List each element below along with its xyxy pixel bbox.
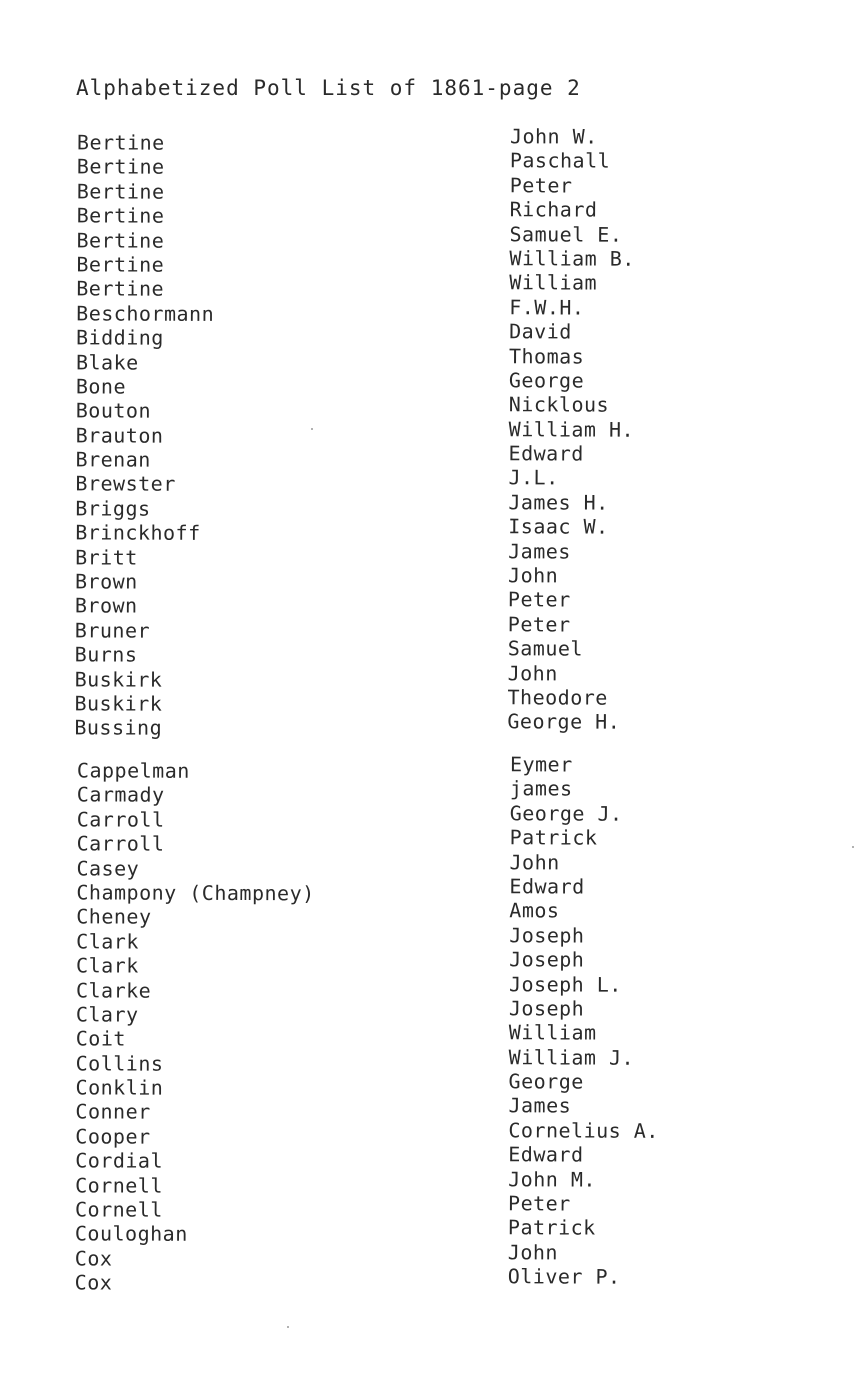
surname: Beschormann bbox=[76, 301, 215, 326]
surname: Bertine bbox=[76, 227, 165, 253]
list-row bbox=[0, 947, 861, 979]
list-row bbox=[0, 1264, 860, 1296]
given-name: William bbox=[508, 1020, 597, 1045]
scan-speck bbox=[311, 428, 313, 430]
list-row bbox=[0, 1118, 860, 1150]
given-name: John bbox=[507, 1240, 559, 1265]
surname: Cox bbox=[74, 1270, 113, 1295]
list-row bbox=[0, 1044, 861, 1077]
surname: Bertine bbox=[76, 252, 165, 277]
list-row bbox=[0, 197, 862, 229]
surname: Brown bbox=[74, 593, 138, 619]
list-row bbox=[0, 148, 862, 180]
given-name: Cornelius A. bbox=[508, 1118, 659, 1143]
given-name: Edward bbox=[508, 441, 584, 466]
surname: Brauton bbox=[75, 423, 164, 448]
given-name: Edward bbox=[508, 1142, 584, 1167]
given-name: John W. bbox=[509, 124, 598, 149]
given-name: Paschall bbox=[509, 148, 611, 174]
given-name: Patrick bbox=[509, 825, 598, 850]
surname: Carroll bbox=[76, 831, 165, 856]
list-row bbox=[0, 368, 861, 400]
list-row bbox=[0, 996, 861, 1028]
surname: Casey bbox=[76, 855, 140, 881]
list-row bbox=[0, 1215, 860, 1247]
list-row bbox=[0, 1240, 860, 1272]
surname: Clark bbox=[76, 929, 139, 954]
list-row bbox=[0, 294, 861, 327]
given-name: Thomas bbox=[508, 343, 585, 369]
given-name: William J. bbox=[508, 1044, 635, 1070]
given-name: Joseph L. bbox=[508, 971, 622, 997]
surname: Clarke bbox=[75, 977, 152, 1003]
surname: Bidding bbox=[76, 325, 164, 350]
given-name: James H. bbox=[508, 490, 609, 515]
scan-speck bbox=[852, 846, 854, 848]
list-row bbox=[0, 685, 860, 717]
surname: Carroll bbox=[76, 807, 165, 832]
surname: Buskirk bbox=[74, 691, 163, 716]
surname: Bone bbox=[75, 374, 127, 399]
list-row bbox=[0, 392, 861, 424]
list-row bbox=[0, 343, 861, 376]
surname: Clary bbox=[75, 1002, 139, 1027]
surname: Cheney bbox=[76, 904, 152, 930]
surname: Cappelman bbox=[76, 758, 190, 783]
list-row bbox=[0, 490, 860, 522]
surname: Brewster bbox=[75, 471, 176, 497]
given-name: John M. bbox=[508, 1166, 597, 1192]
list-row bbox=[0, 922, 861, 955]
list-row bbox=[0, 538, 860, 571]
given-name: George J. bbox=[509, 801, 623, 826]
given-name: Oliver P. bbox=[507, 1264, 621, 1289]
list-row bbox=[0, 514, 860, 546]
section-c bbox=[0, 752, 862, 1296]
surname: Bertine bbox=[76, 276, 165, 302]
list-row bbox=[0, 612, 860, 644]
given-name: John bbox=[509, 849, 560, 875]
given-name: George bbox=[508, 1069, 584, 1094]
list-row bbox=[0, 825, 862, 857]
list-row bbox=[0, 416, 861, 449]
surname: Conner bbox=[75, 1099, 151, 1125]
surname: Bouton bbox=[75, 398, 152, 423]
list-row bbox=[0, 776, 862, 808]
given-name: William H. bbox=[508, 416, 635, 442]
given-name: Samuel E. bbox=[509, 221, 623, 247]
given-name: John bbox=[507, 660, 558, 686]
surname: Bertine bbox=[76, 154, 165, 180]
list-row bbox=[0, 1069, 861, 1101]
given-name: Peter bbox=[508, 1191, 571, 1216]
given-name: Peter bbox=[507, 587, 571, 612]
surname: Burns bbox=[74, 642, 138, 667]
surname: Cornell bbox=[75, 1172, 163, 1198]
list-row bbox=[0, 801, 862, 833]
surname: Bertine bbox=[76, 203, 165, 228]
surname: Blake bbox=[75, 349, 139, 375]
given-name: Richard bbox=[509, 197, 598, 222]
surname: Coit bbox=[75, 1026, 126, 1051]
surname: Cox bbox=[74, 1246, 113, 1271]
surname: Collins bbox=[75, 1051, 164, 1076]
surname: Clark bbox=[76, 953, 139, 978]
given-name: Edward bbox=[509, 874, 585, 899]
given-name: J.L. bbox=[508, 465, 559, 490]
given-name: Joseph bbox=[509, 922, 585, 948]
surname: Couloghan bbox=[74, 1221, 188, 1247]
surname: Brinckhoff bbox=[75, 520, 201, 546]
given-name: Nicklous bbox=[508, 392, 610, 417]
list-row bbox=[0, 1166, 860, 1199]
list-row bbox=[0, 587, 860, 619]
list-row bbox=[0, 752, 862, 784]
given-name: William B. bbox=[509, 246, 635, 271]
list-row bbox=[0, 246, 861, 278]
surname: Cooper bbox=[75, 1124, 151, 1149]
given-name: William bbox=[509, 270, 598, 295]
list-row bbox=[0, 898, 861, 930]
list-row bbox=[0, 319, 861, 351]
list-row bbox=[0, 971, 861, 1004]
given-name: James bbox=[508, 1093, 572, 1118]
surname: Brenan bbox=[75, 447, 151, 472]
surname: Cornell bbox=[74, 1197, 163, 1222]
given-name: Joseph bbox=[509, 947, 585, 972]
list-row bbox=[0, 1191, 860, 1223]
list-row bbox=[0, 173, 862, 205]
surname: Champony (Champney) bbox=[76, 880, 315, 906]
given-name: Peter bbox=[507, 612, 571, 637]
list-row bbox=[0, 660, 860, 693]
given-name: Samuel bbox=[507, 636, 584, 661]
list-row bbox=[0, 874, 861, 906]
surname: Carmady bbox=[76, 782, 165, 808]
given-name: George H. bbox=[507, 709, 621, 735]
list-row bbox=[0, 1020, 861, 1052]
list-row bbox=[0, 465, 861, 497]
given-name: David bbox=[509, 319, 572, 344]
list-row bbox=[0, 709, 859, 741]
given-name: Patrick bbox=[507, 1215, 596, 1241]
surname: Bertine bbox=[76, 179, 165, 204]
list-row bbox=[0, 849, 862, 882]
given-name: John bbox=[508, 563, 559, 588]
given-name: james bbox=[509, 776, 573, 801]
given-name: F.W.H. bbox=[509, 294, 585, 320]
list-row bbox=[0, 270, 861, 302]
page-title: Alphabetized Poll List of 1861-page 2 bbox=[76, 76, 581, 100]
surname: Brown bbox=[74, 569, 138, 594]
given-name: Joseph bbox=[508, 996, 585, 1021]
given-name: Isaac W. bbox=[508, 514, 609, 539]
surname: Britt bbox=[75, 544, 138, 570]
surname: Bussing bbox=[74, 715, 163, 741]
list-row bbox=[0, 221, 862, 254]
list-row bbox=[0, 124, 862, 156]
section-b bbox=[0, 124, 862, 742]
list-row bbox=[0, 563, 860, 595]
list-row bbox=[0, 636, 860, 668]
given-name: James bbox=[508, 538, 571, 564]
given-name: Peter bbox=[509, 173, 573, 198]
list-row bbox=[0, 1093, 861, 1125]
given-name: Theodore bbox=[507, 685, 608, 710]
surname: Bruner bbox=[74, 618, 151, 643]
given-name: Amos bbox=[509, 898, 560, 923]
surname: Conklin bbox=[75, 1075, 164, 1100]
scan-speck bbox=[287, 1326, 289, 1328]
surname: Cordial bbox=[75, 1148, 164, 1173]
surname: Bertine bbox=[76, 130, 165, 155]
given-name: George bbox=[508, 368, 585, 393]
list-row bbox=[0, 1142, 860, 1174]
surname: Buskirk bbox=[74, 666, 163, 692]
given-name: Eymer bbox=[509, 752, 573, 777]
list-row bbox=[0, 441, 861, 473]
surname: Briggs bbox=[75, 496, 151, 521]
